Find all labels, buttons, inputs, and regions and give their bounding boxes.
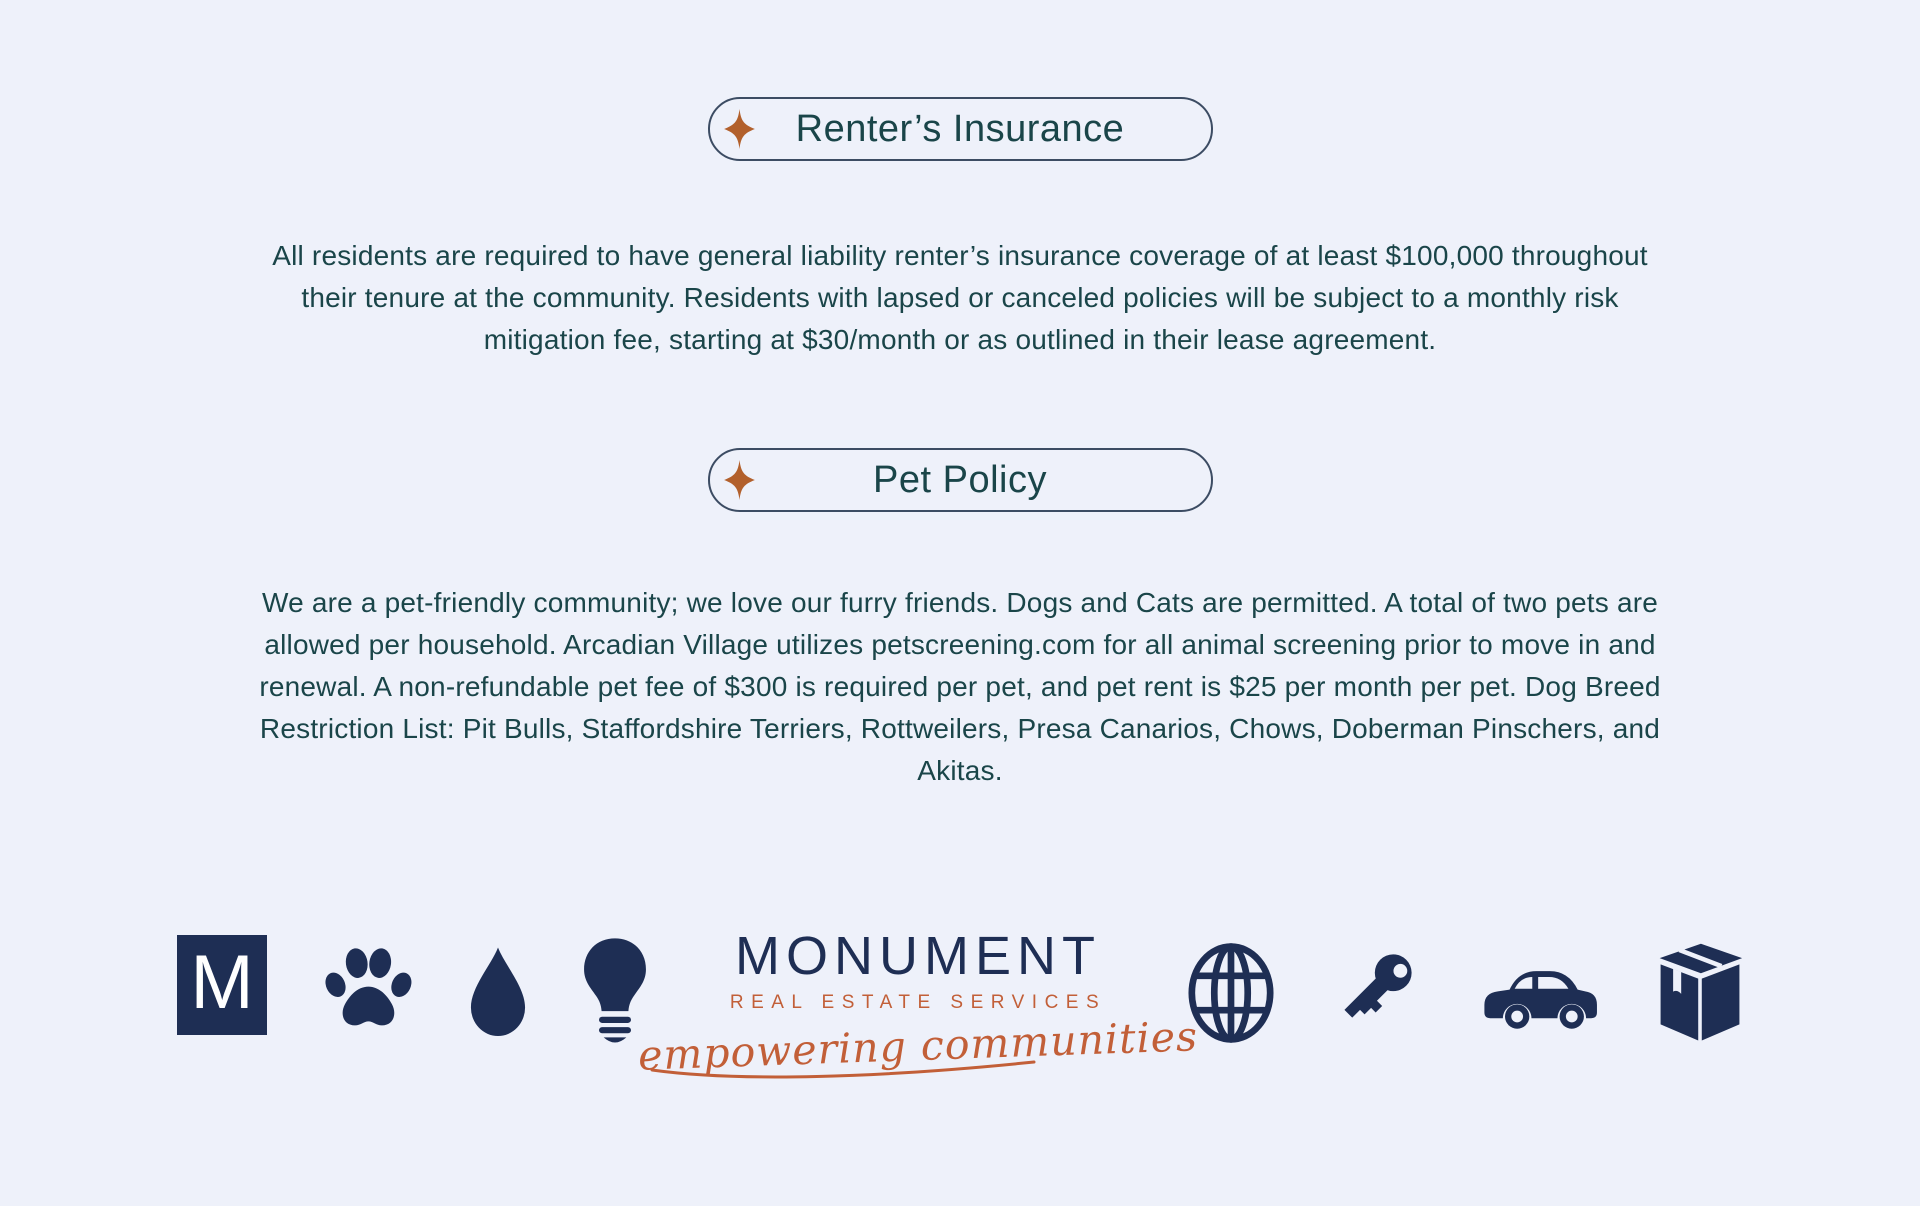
sparkle-icon <box>723 460 756 500</box>
globe-icon <box>1188 941 1274 1045</box>
key-icon <box>1329 941 1421 1041</box>
water-drop-icon <box>469 944 527 1040</box>
logo-tagline: empowering communities <box>637 1012 1199 1080</box>
pet-policy-text: We are a pet-friendly community; we love our furry friends. Dogs and Cats are permitted. A total of two pets are allowed per household. Arcadian Village utilizes petscreening.com for all animal screening prior to move in and renewal. A non-refundable pet fee of $300 is required per pet, and pet rent is $25 per month per pet. Dog Breed Restriction List: Pit Bulls, Staffordshire Terriers, Rottweilers, Presa Canarios, Chows, Doberman Pinschers, and Akitas. <box>259 587 1661 786</box>
footer-icon-row <box>0 926 1920 1080</box>
pet-policy-section <box>245 448 1675 792</box>
renters-insurance-badge <box>708 97 1213 161</box>
sparkle-icon <box>723 109 756 149</box>
monogram-letter: M <box>190 940 254 1025</box>
car-icon <box>1476 947 1602 1039</box>
renters-insurance-section <box>245 97 1675 361</box>
paw-icon <box>322 943 414 1041</box>
section-title: Renter’s Insurance <box>795 107 1125 150</box>
section-title: Pet Policy <box>873 458 1047 501</box>
package-icon <box>1657 938 1743 1048</box>
logo-name: MONUMENT <box>735 926 1101 986</box>
renters-insurance-text: All residents are required to have general liability renter’s insurance coverage of at least $100,000 throughout their tenure at the community. Residents with lapsed or canceled policies will be subject to a monthly risk mitigation fee, starting at $30/month or as outlined in their lease agreement. <box>272 240 1648 355</box>
pet-policy-badge <box>708 448 1213 512</box>
monument-monogram-logo <box>177 935 267 1035</box>
script-flourish <box>648 1058 1038 1084</box>
monument-wordmark-logo <box>637 926 1199 1080</box>
logo-subtitle: REAL ESTATE SERVICES <box>729 992 1107 1013</box>
